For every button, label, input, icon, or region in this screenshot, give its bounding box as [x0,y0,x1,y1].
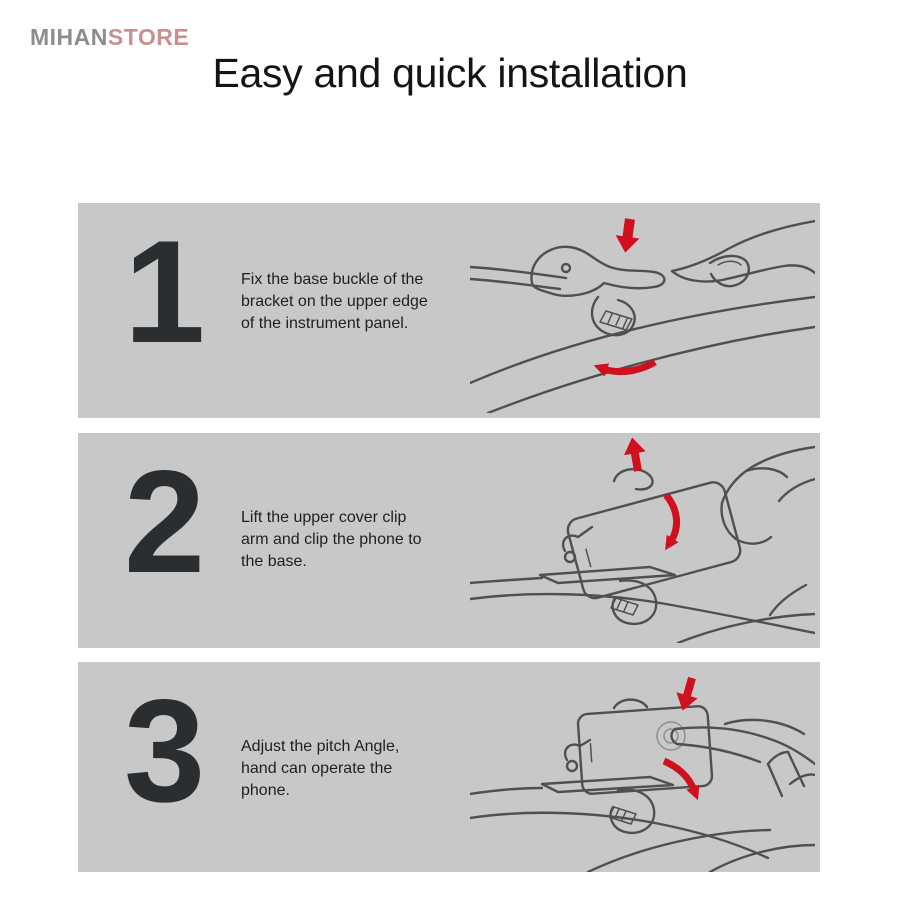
step-number-2: 2 [124,440,206,603]
brand-logo [30,24,189,51]
step-3-illustration-icon [470,664,815,872]
step-1-illustration-icon [470,205,815,413]
step-description-1: Fix the base buckle of the bracket on the upper edge of the instrument panel. [241,271,428,332]
step-number-3: 3 [124,669,206,832]
step-description-2: Lift the upper cover clip arm and clip the phone to the base. [241,509,422,570]
step-description-3: Adjust the pitch Angle, hand can operate the phone. [241,738,400,799]
step-panel-3 [78,662,820,872]
red-curved-arrow-icon [666,495,677,541]
brand-name-part2: STORE [107,24,190,50]
step-panel-1 [78,203,820,418]
page-title: Easy and quick installation [212,50,688,96]
step-panel-2 [78,433,820,648]
step-number-1: 1 [124,210,206,373]
red-up-arrow-icon [621,436,649,473]
step-2-illustration-icon [470,435,815,643]
brand-name-part1: MIHAN [30,24,108,50]
red-down-arrow-icon [613,217,641,254]
